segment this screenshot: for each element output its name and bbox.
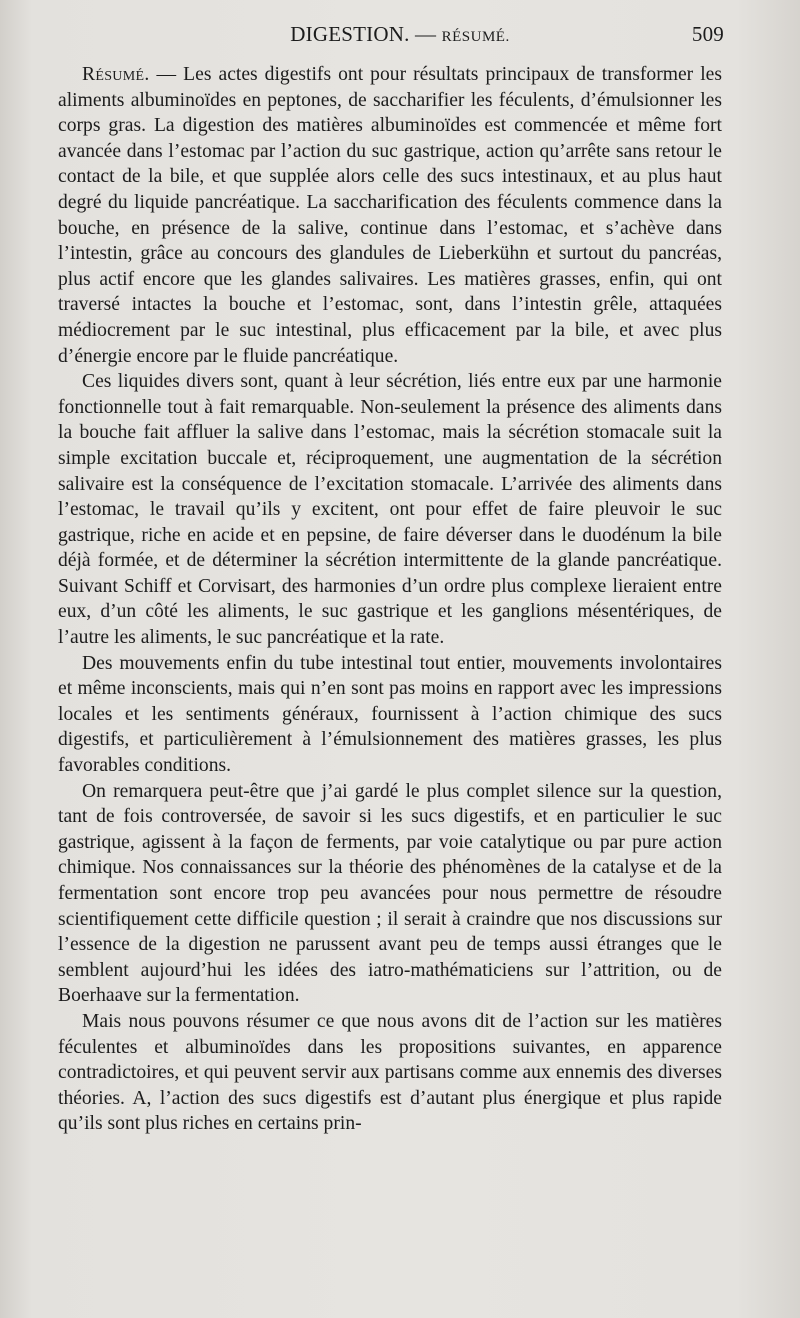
page-body [58,62,722,1137]
paragraph-intestinal-movements: Des mouvements enfin du tube intestinal tout entier, mouvements involontaires et même inconscients, mais qui n’en sont pas moins en rapport avec les impressions locales et les sentiments généraux, fournissent à l’action chimique des sucs digestifs, et particulièrement à l’émulsionnement des matières grasses, les plus favorables conditions. [58,652,722,777]
paragraph-propositions: Mais nous pouvons résumer ce que nous avons dit de l’action sur les matières féculentes et albuminoïdes dans les propositions suivantes, en apparence contradictoires, et qui peuvent servir aux partisans comme aux ennemis des diverses théories. A, l’action des sucs digestifs est d’autant plus énergique et plus rapide qu’ils sont plus riches en certains prin- [58,1010,722,1135]
paragraph-text: — Les actes digestifs ont pour résultats principaux de transformer les aliments albuminoïdes en peptones, de saccharifier les féculents, d’émulsionner les corps gras. La digestion des matières albuminoïdes est commencée et même fort avancée dans l’estomac par l’action du suc gastrique, action qu’arrête sans retour le contact de la bile, et que supplée alors celle des sucs intestinaux, et au plus haut degré du liquide pancréatique. La saccharification des féculents commence dans la bouche, en présence de la salive, continue dans l’estomac, et s’achève dans l’intestin, grâce au concours des glandules de Lieberkühn et surtout du pancréas, plus actif encore que les glandes salivaires. Les matières grasses, enfin, qui ont traversé intactes la bouche et l’estomac, sont, dans l’intestin grêle, attaquées médiocrement par le suc intestinal, plus efficacement par la bile, et avec plus d’énergie encore par le fluide pancréatique. [58,64,722,367]
paragraph-ferment-question: On remarquera peut-être que j’ai gardé le plus complet silence sur la question, tant de fois controversée, de savoir si les sucs digestifs, et en particulier le suc gastrique, agissent à la façon de ferments, par voie catalytique ou par pure action chimique. Nos connaissances sur la théorie des phénomènes de la catalyse et de la fermentation sont encore trop peu avancées pour nous permettre de résoudre scientifiquement cette difficile question ; il serait à craindre que nos discussions sur l’essence de la digestion ne parussent avant peu de temps aussi étranges que le semblent aujourd’hui les idées des iatro-mathématiciens sur l’attrition, ou de Boerhaave sur la fermentation. [58,780,722,1007]
paragraph-secretion-harmony: Ces liquides divers sont, quant à leur sécrétion, liés entre eux par une harmonie fonctionnelle tout à fait remarquable. Non-seulement la présence des aliments dans la bouche fait affluer la salive dans l’estomac, mais la sécrétion stomacale suit la simple excitation buccale et, réciproquement, une augmentation de la sécrétion salivaire est la conséquence de l’excitation stomacale. L’arrivée des aliments dans l’estomac, le travail qu’ils y excitent, ont pour effet de faire pleuvoir le suc gastrique, riche en acide et en pepsine, de faire déverser dans le duodénum la bile déjà formée, et de déterminer la sécrétion intermittente de la glande pancréatique. Suivant Schiff et Corvisart, des harmonies d’un ordre plus complexe lieraient entre eux, d’un côté les aliments, le suc gastrique et les ganglions mésentériques, de l’autre les aliments, le suc pancréatique et la rate. [58,371,722,649]
page-number: 509 [691,22,724,46]
running-title-section: RÉSUMÉ. [441,29,510,45]
paragraph-summary [58,62,722,369]
summary-lead: Résumé. [82,64,150,85]
running-header [0,22,800,56]
running-title-main: DIGESTION. — [290,22,442,46]
running-title [0,22,800,47]
